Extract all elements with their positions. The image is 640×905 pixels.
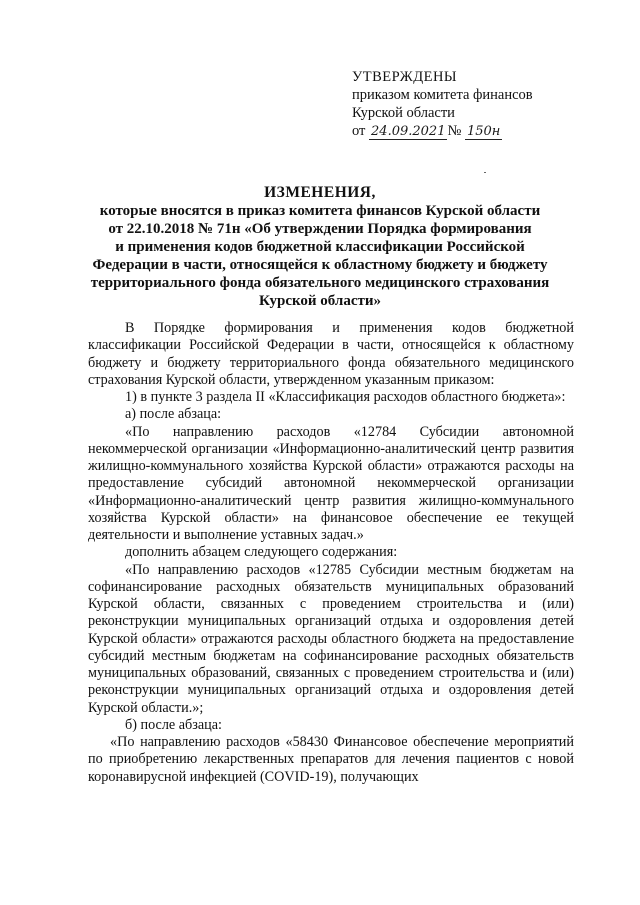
quote-paragraph-2: «По направлению расходов «12785 Субсидии местным бюджетам на софинансирование расходных обязательств муниципальных образований Курской области, связанных с проведением строительства и (или) реконструкции муниципальных организаций отдыха и оздоровления детей Курской области» отражаются расходы областного бюджета на предоставление субсидий местным бюджетам на софинансирование расходных обязательств муниципальных образований, связанных с проведением строительства и (или) реконструкции муниципальных организаций отдыха и оздоровления детей Курской области.»; (88, 561, 574, 716)
date-prefix: от (352, 123, 366, 139)
quote-paragraph-1: «По направлению расходов «12784 Субсидии автономной некоммерческой организации «Информационно-аналитический центр развития жилищно-коммунального хозяйства Курской области» отражаются расходы на предоставление субсидий автономной некоммерческой организации «Информационно-аналитический центр развития жилищно-коммунального хозяйства Курской области» на финансовое обеспечение ее текущей деятельности и выполнение уставных задач.» (88, 423, 574, 543)
heading-line: территориального фонда обязательного медицинского страхования (90, 275, 550, 291)
approval-region: Курской области (352, 105, 455, 121)
item-b: б) после абзаца: (125, 716, 222, 733)
approval-date-line (352, 122, 533, 141)
scan-speck (484, 172, 486, 173)
item-1: 1) в пункте 3 раздела II «Классификация расходов областного бюджета»: (125, 389, 566, 405)
item-a: а) после абзаца: (125, 406, 222, 423)
approval-stamp (352, 68, 533, 141)
addition-paragraph: дополнить абзацем следующего содержания: (125, 544, 398, 561)
intro-paragraph: В Порядке формирования и применения кодов бюджетной классификации Российской Федерации в части, относящейся к областному бюджету и бюджету территориального фонда обязательного медицинского страхования Курской области, утвержденном указанным приказом: (88, 320, 574, 388)
approval-title: УТВЕРЖДЕНЫ (352, 69, 458, 85)
heading-line: Федерации в части, относящейся к областному бюджету и бюджету (92, 257, 548, 273)
approval-org: приказом комитета финансов (352, 87, 533, 103)
heading-line: которые вносятся в приказ комитета финансов Курской области (99, 203, 541, 219)
quote-paragraph-3: «По направлению расходов «58430 Финансовое обеспечение мероприятий по приобретению лекарственных препаратов для лечения пациентов с новой коронавирусной инфекцией (COVID-19), получающих (88, 734, 574, 785)
heading-line: Курской области» (258, 293, 382, 309)
document-body (88, 320, 574, 786)
number-prefix: № (447, 123, 462, 139)
heading-title: ИЗМЕНЕНИЯ, (264, 184, 376, 201)
heading-line: от 22.10.2018 № 71н «Об утверждении Порядка формирования (108, 221, 532, 237)
handwritten-number: 150н (466, 124, 501, 139)
handwritten-date: 24.09.2021 (371, 124, 446, 139)
heading-line: и применения кодов бюджетной классификации Российской (115, 239, 525, 255)
document-heading (0, 184, 640, 310)
